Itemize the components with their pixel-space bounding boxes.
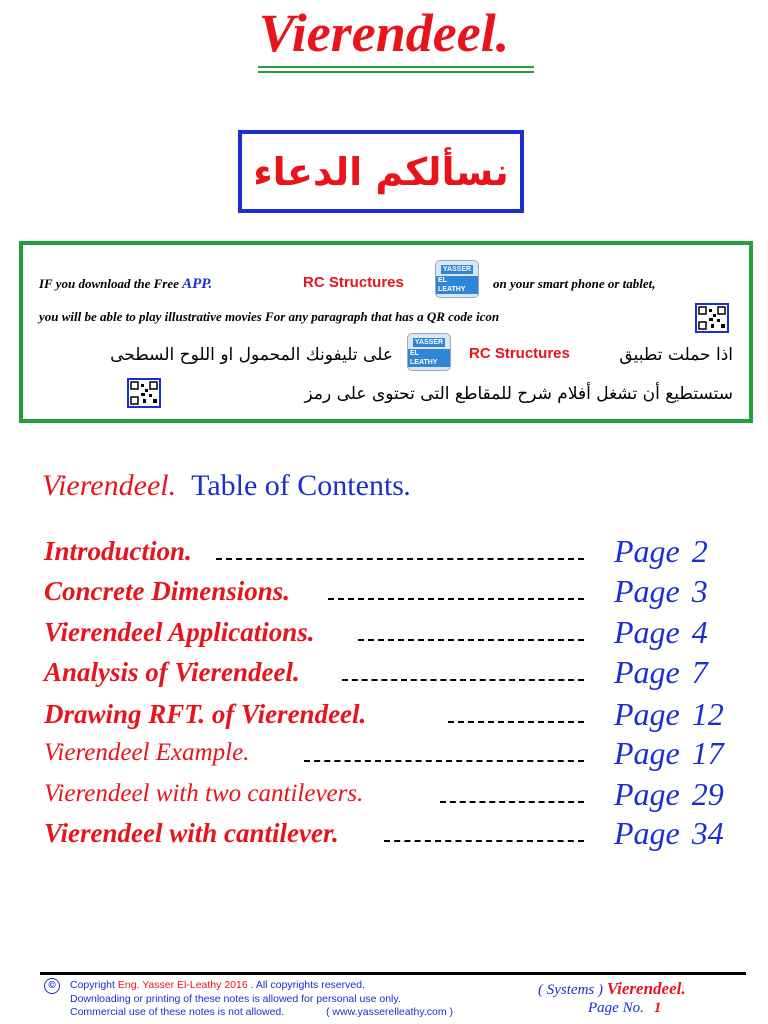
info-line-1-pre: IF you download the Free (39, 276, 179, 291)
footer-author: Eng. Yasser El-Leathy (117, 979, 222, 991)
toc-page-number: 7 (691, 654, 708, 690)
info-line-1-post: on your smart phone or tablet, (493, 276, 656, 291)
toc-row[interactable] (44, 531, 744, 571)
toc-page (614, 612, 708, 652)
app-name-ar-line: RC Structures (469, 345, 570, 362)
footer-page-value: 1 (653, 1000, 662, 1016)
toc-heading (42, 469, 411, 503)
logo-bottom-text: EL LEATHY (436, 276, 478, 294)
toc-page-word: Page (614, 573, 680, 609)
footer-page-label: Page No. (588, 1000, 644, 1016)
toc-page-word: Page (614, 776, 680, 812)
toc-heading-dot: . (403, 469, 412, 502)
toc-page-word: Page (614, 696, 680, 732)
toc-entry-title: Analysis of Vierendeel. (44, 657, 300, 687)
toc-page-number: 34 (691, 815, 724, 851)
toc-leader (216, 558, 584, 560)
toc-row[interactable] (44, 571, 744, 611)
toc-row[interactable] (44, 652, 744, 692)
toc-page (614, 571, 708, 611)
toc-page-word: Page (614, 614, 680, 650)
title-underline-bottom (258, 71, 534, 73)
toc-page-word: Page (614, 533, 680, 569)
toc-row[interactable] (44, 612, 744, 652)
toc-heading-label: Table of Contents (191, 469, 404, 502)
info-ar-line-1-pre: اذا حملت تطبيق (619, 345, 733, 365)
yasser-logo-icon[interactable] (435, 260, 479, 298)
footer-doc-title: Vierendeel. (606, 979, 686, 998)
title-underline-top (258, 66, 534, 68)
toc-leader (448, 721, 584, 723)
toc-leader (328, 598, 584, 600)
toc-leader (342, 679, 584, 681)
qr-code-icon[interactable] (695, 303, 729, 333)
toc-row[interactable] (44, 733, 744, 773)
footer-rule (40, 972, 746, 975)
toc-entry-title: Vierendeel with cantilever. (44, 818, 339, 848)
info-ar-line-1-post: على تليفونك المحمول او اللوح السطحى (110, 345, 393, 365)
toc-entry-title: Drawing RFT. of Vierendeel. (44, 699, 367, 729)
toc-page-number: 2 (691, 533, 708, 569)
toc-page-number: 17 (691, 735, 724, 771)
logo-top-text: YASSER (442, 265, 472, 273)
footer-doc-label (538, 979, 686, 999)
toc-leader (304, 760, 584, 762)
toc-page-word: Page (614, 735, 680, 771)
footer-copyright-line (70, 979, 365, 992)
footer-commercial-line: Commercial use of these notes is not allowed. (70, 1006, 285, 1018)
footer-year: 2016 (224, 979, 248, 991)
toc-page (614, 813, 724, 853)
copyright-icon: © (44, 978, 60, 994)
footer-website-link[interactable]: ( www.yasserelleathy.com ) (326, 1006, 454, 1018)
footer-systems: ( Systems ) (538, 982, 603, 998)
toc-row[interactable] (44, 774, 744, 814)
qr-code-icon[interactable] (127, 378, 161, 408)
app-name-en: RC Structures (303, 274, 404, 291)
toc-page-word: Page (614, 654, 680, 690)
app-info-box (19, 241, 753, 423)
toc-page (614, 652, 708, 692)
footer-page-number (588, 1000, 661, 1017)
dua-text: نسألكم الدعاء (253, 149, 509, 194)
toc-entry-title: Vierendeel with two cantilevers. (44, 780, 364, 807)
info-line-2: you will be able to play illustrative movies For any paragraph that has a QR code icon (39, 309, 500, 324)
app-word: APP. (182, 276, 213, 292)
footer-download-line: Downloading or printing of these notes is allowed for personal use only. (70, 993, 401, 1005)
toc-leader (440, 801, 584, 803)
toc-page-number: 12 (691, 696, 724, 732)
logo-top-text: YASSER (414, 338, 444, 346)
toc-page-number: 3 (691, 573, 708, 609)
toc-leader (384, 840, 584, 842)
document-title: Vierendeel. (258, 3, 510, 63)
yasser-logo-icon[interactable] (407, 333, 451, 371)
toc-page (614, 733, 724, 773)
toc-page (614, 531, 708, 571)
toc-entry-title: Vierendeel Example. (44, 739, 250, 766)
dua-box (238, 130, 524, 213)
toc-row[interactable] (44, 694, 744, 734)
footer-copyright-label: Copyright (70, 979, 115, 991)
info-ar-line-2: ستستطيع أن تشغل أفلام شرح للمقاطع التى تحتوى على رمز (304, 384, 733, 404)
toc-leader (358, 639, 584, 641)
toc-page-number: 29 (691, 776, 724, 812)
info-line-1 (39, 276, 212, 293)
footer-rights: . All copyrights reserved. (250, 979, 365, 991)
logo-bottom-text: EL LEATHY (408, 349, 450, 367)
toc-page-word: Page (614, 815, 680, 851)
toc-entry-title: Vierendeel Applications. (44, 617, 315, 647)
toc-page-number: 4 (691, 614, 708, 650)
toc-entry-title: Introduction. (44, 536, 192, 566)
toc-heading-title: Vierendeel. (42, 469, 177, 502)
toc-page (614, 694, 724, 734)
toc-page (614, 774, 724, 814)
toc-row[interactable] (44, 813, 744, 853)
toc-entry-title: Concrete Dimensions. (44, 576, 291, 606)
